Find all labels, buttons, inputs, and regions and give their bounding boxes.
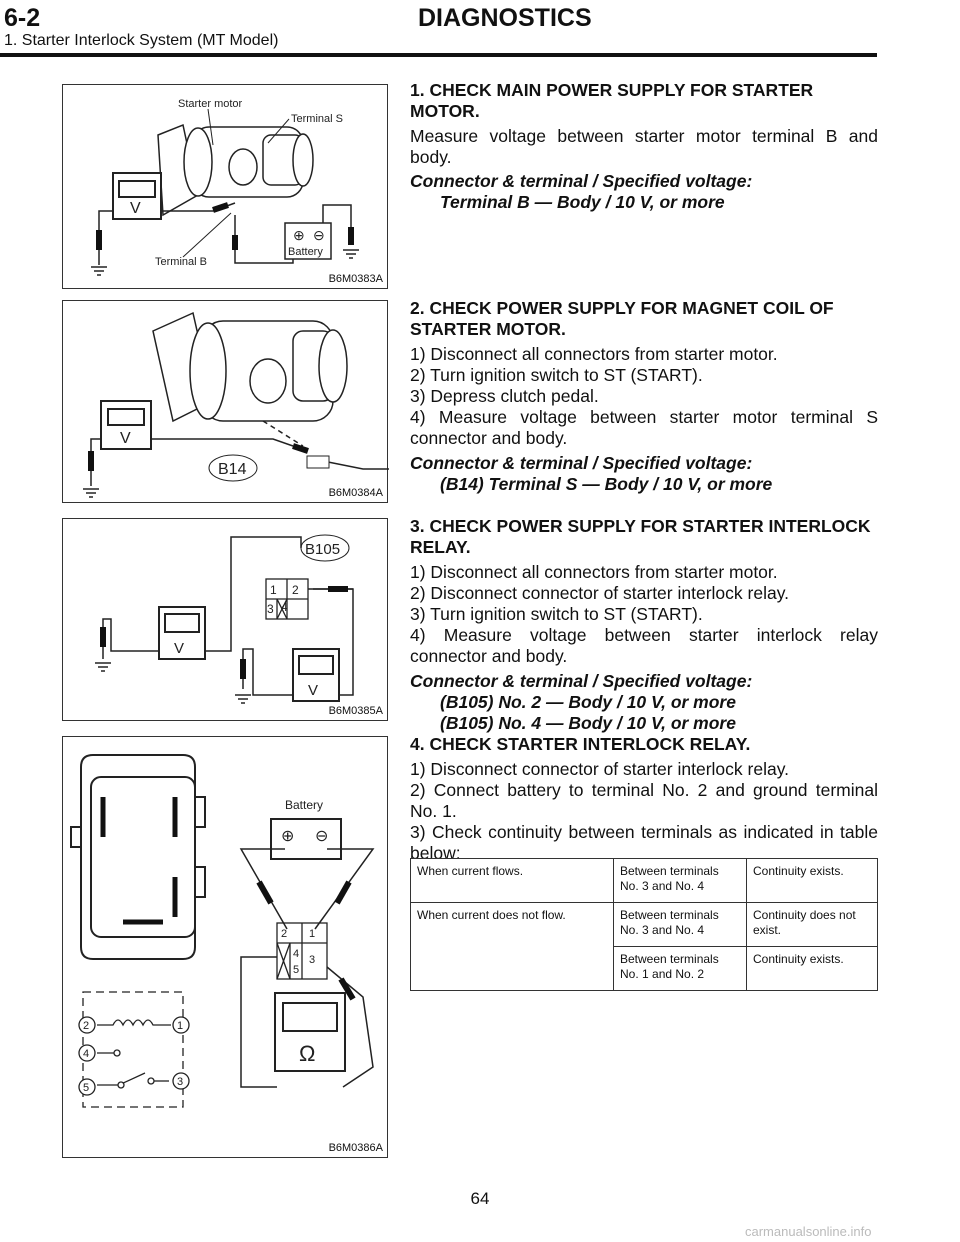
- step-heading: 2. CHECK POWER SUPPLY FOR MAGNET COIL OF STARTER MOTOR.: [410, 298, 834, 339]
- connector-pin5-label: 5: [293, 964, 300, 976]
- spec-title: Connector & terminal / Specified voltage:: [410, 671, 753, 691]
- instruction-item: 3) Check continuity between terminals as indicated in table below:: [410, 822, 878, 863]
- figure-code: B6M0383A: [328, 273, 383, 285]
- connector-pin3-label: 3: [309, 954, 316, 966]
- svg-text:⊖: ⊖: [315, 828, 329, 845]
- table-cell-result: Continuity does not exist.: [747, 903, 878, 947]
- ohmmeter-label: Ω: [299, 1041, 316, 1066]
- schematic-pin4-label: 4: [83, 1048, 90, 1060]
- table-cell-terminals: Between terminals No. 3 and No. 4: [614, 903, 747, 947]
- step-instructions: [410, 344, 878, 449]
- table-cell-condition: When current does not flow.: [411, 903, 614, 991]
- continuity-table: [410, 858, 878, 991]
- figure-code: B6M0386A: [328, 1142, 383, 1154]
- voltmeter-label: V: [130, 200, 141, 217]
- figure-interlock-relay-power: [62, 518, 388, 721]
- table-cell-terminals: Between terminals No. 1 and No. 2: [614, 947, 747, 991]
- instruction-item: 4) Measure voltage between starter interlock relay connector and body.: [410, 625, 878, 666]
- section-title: DIAGNOSTICS: [418, 4, 592, 32]
- header-rule: [0, 53, 877, 57]
- step-2: [410, 298, 878, 495]
- page-header: [0, 0, 960, 60]
- spec-title: Connector & terminal / Specified voltage:: [410, 453, 753, 473]
- spec-line: (B105) No. 4 — Body / 10 V, or more: [440, 713, 736, 733]
- step-heading: 3. CHECK POWER SUPPLY FOR STARTER INTERLOCK RELAY.: [410, 516, 871, 557]
- battery-label: Battery: [288, 246, 323, 258]
- voltmeter-label: V: [174, 640, 185, 657]
- instruction-item: 2) Connect battery to terminal No. 2 and ground terminal No. 1.: [410, 780, 878, 821]
- table-row: [411, 859, 878, 903]
- terminal-s-label: Terminal S: [291, 113, 343, 125]
- schematic-pin1-label: 1: [177, 1020, 184, 1032]
- instruction-item: 2) Turn ignition switch to ST (START).: [410, 365, 703, 385]
- svg-text:⊕: ⊕: [293, 227, 305, 243]
- connector-b14-label: B14: [218, 461, 247, 478]
- terminal-b-label: Terminal B: [155, 256, 207, 268]
- connector-pin2-label: 2: [281, 928, 288, 940]
- spec-line: (B14) Terminal S — Body / 10 V, or more: [440, 474, 773, 494]
- instruction-item: 1) Disconnect all connectors from starter motor.: [410, 562, 778, 582]
- instruction-item: 4) Measure voltage between starter motor terminal S connector and body.: [410, 407, 878, 448]
- watermark: carmanualsonline.info: [745, 1224, 872, 1239]
- step-heading: 4. CHECK STARTER INTERLOCK RELAY.: [410, 734, 751, 754]
- section-number: 6-2: [4, 4, 41, 32]
- section-subtitle: 1. Starter Interlock System (MT Model): [4, 32, 279, 49]
- figure-starter-main-power: [62, 84, 388, 289]
- relay-continuity-diagram: [63, 737, 389, 1159]
- schematic-pin3-label: 3: [177, 1076, 184, 1088]
- schematic-pin5-label: 5: [83, 1082, 90, 1094]
- connector-pin4-label: 4: [293, 948, 300, 960]
- voltmeter-label-2: V: [308, 682, 319, 699]
- starter-motor-voltage-diagram: [63, 85, 389, 290]
- figure-interlock-relay-check: [62, 736, 388, 1158]
- spec-line: Terminal B — Body / 10 V, or more: [440, 192, 725, 212]
- voltmeter-label: V: [120, 430, 131, 447]
- pin1-label: 1: [270, 583, 277, 597]
- step-3: [410, 516, 878, 734]
- svg-text:⊕: ⊕: [281, 828, 295, 845]
- spec-line: (B105) No. 2 — Body / 10 V, or more: [440, 692, 736, 712]
- starter-motor-label: Starter motor: [178, 98, 243, 110]
- table-cell-condition: When current flows.: [411, 859, 614, 903]
- step-heading: 1. CHECK MAIN POWER SUPPLY FOR STARTER MOTOR.: [410, 80, 814, 121]
- instruction-item: 1) Disconnect all connectors from starter motor.: [410, 344, 778, 364]
- figure-code: B6M0385A: [328, 705, 383, 717]
- table-cell-terminals: Between terminals No. 3 and No. 4: [614, 859, 747, 903]
- spec-title: Connector & terminal / Specified voltage:: [410, 171, 753, 191]
- pin2-label: 2: [292, 583, 299, 597]
- step-1: [410, 80, 878, 213]
- instruction-item: 3) Depress clutch pedal.: [410, 386, 599, 406]
- svg-text:⊖: ⊖: [313, 227, 325, 243]
- instruction-item: 2) Disconnect connector of starter interlock relay.: [410, 583, 790, 603]
- table-row: [411, 903, 878, 947]
- relay-power-voltage-diagram: [63, 519, 389, 722]
- step-4: [410, 734, 878, 868]
- step-instructions: [410, 759, 878, 864]
- connector-pin1-label: 1: [309, 928, 316, 940]
- step-body: Measure voltage between starter motor terminal B and body.: [410, 126, 878, 167]
- instruction-item: 3) Turn ignition switch to ST (START).: [410, 604, 703, 624]
- figure-code: B6M0384A: [328, 487, 383, 499]
- table-cell-result: Continuity exists.: [747, 947, 878, 991]
- schematic-pin2-label: 2: [83, 1020, 90, 1032]
- battery-label: Battery: [285, 798, 324, 812]
- table-cell-result: Continuity exists.: [747, 859, 878, 903]
- pin3-label: 3: [267, 602, 274, 616]
- page-number: 64: [470, 1189, 490, 1208]
- pin4-label: 4: [281, 600, 288, 614]
- figure-magnet-coil: [62, 300, 388, 503]
- instruction-item: 1) Disconnect connector of starter interlock relay.: [410, 759, 790, 779]
- magnet-coil-voltage-diagram: [63, 301, 389, 504]
- connector-b105-label: B105: [305, 541, 341, 558]
- step-instructions: [410, 562, 878, 667]
